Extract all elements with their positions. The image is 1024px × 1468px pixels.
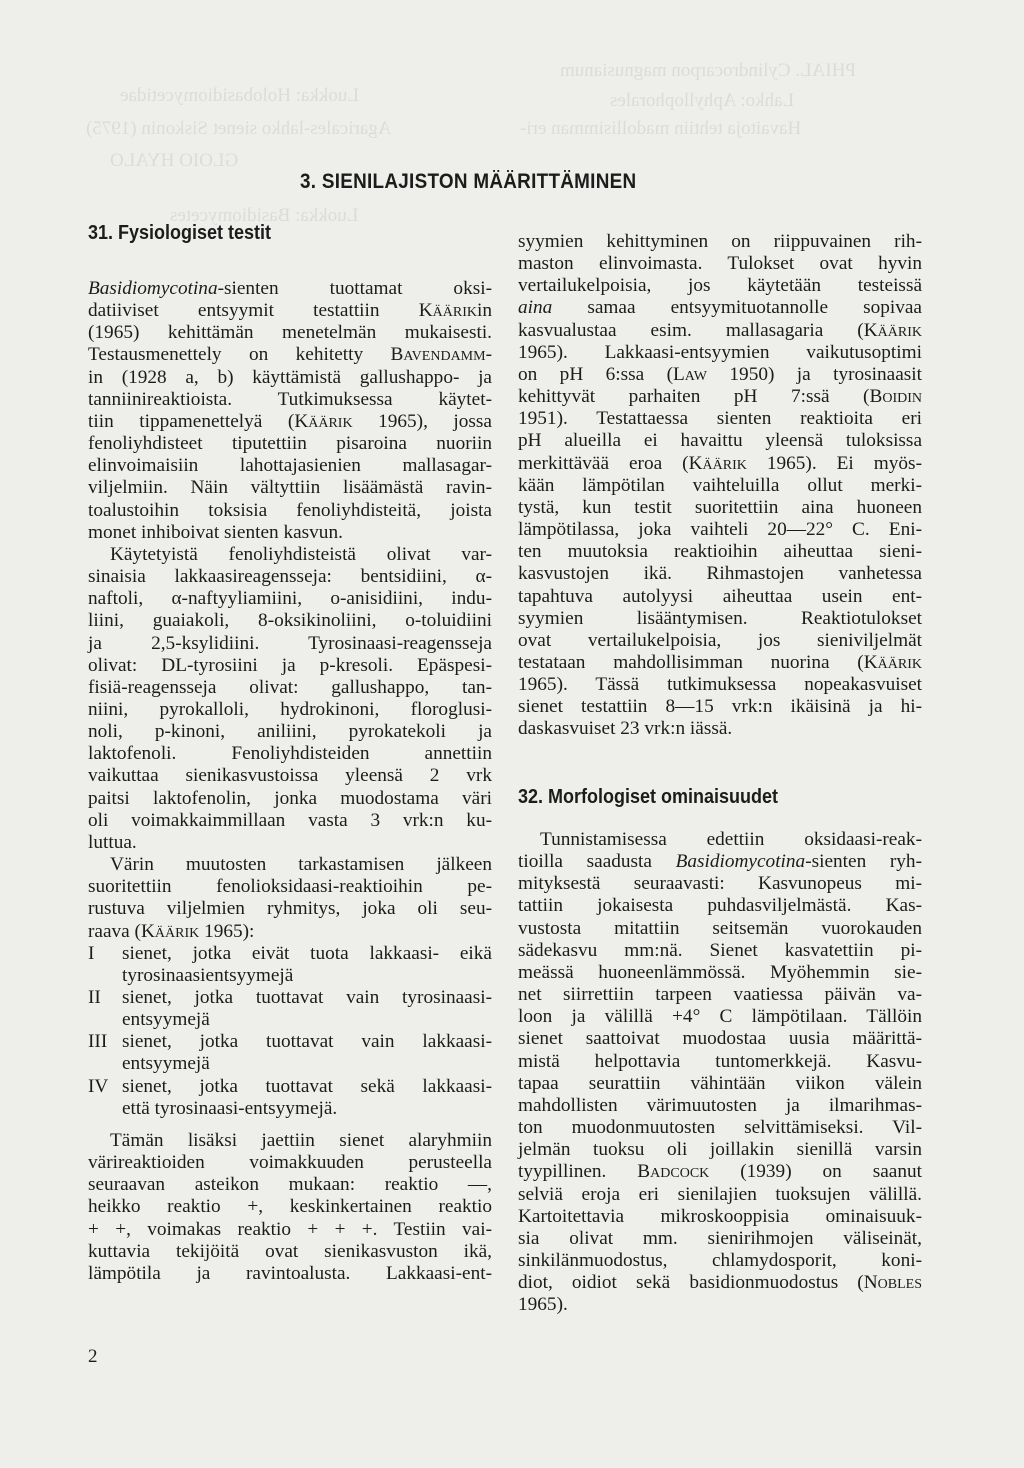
text-line: fenoliyhdisteet tiputettiin pisaroina nuoriin (88, 433, 492, 455)
text-line: niini, pyrokalloli, hydrokinoni, floroglusi- (88, 698, 492, 720)
text-line: vertailukelpoisia, jos käytetään testeissä (518, 275, 922, 297)
text-line: entsyymejä (122, 1009, 210, 1031)
text-line: merkittävää eroa (Käärik 1965). Ei myös- (518, 452, 922, 474)
show-through-line: Havaitoja tehtiin madollisimman eri- (520, 118, 802, 139)
text-line: testataan mahdollisimman nuorina (Käärik (518, 651, 922, 673)
text-line: noli, p-kinoni, aniliini, pyrokatekoli ja (88, 721, 492, 743)
text-line: tapahtuva autolyysi aiheuttaa usein ent- (518, 585, 922, 607)
text-line: liini, guaiakoli, 8-oksikinoliini, o-toluidiini (88, 610, 492, 632)
text-line: kään lämpötilan vaihteluilla ollut merki- (518, 474, 922, 496)
text-line: ton muodonmuutosten selvittämiseksi. Vil- (518, 1117, 922, 1139)
chapter-title: 3. SIENILAJISTON MÄÄRITTÄMINEN (300, 170, 637, 193)
text-line: ja 2,5-ksylidiini. Tyrosinaasi-reagensseja (88, 632, 492, 654)
show-through-line: Luokka: Holobasidiomycetidae (120, 85, 360, 106)
text-line: sia olivat mm. sienirihmojen väliseinät, (518, 1227, 922, 1249)
text-line: maston elinvoimasta. Tulokset ovat hyvin (518, 253, 922, 275)
text-line: sienet, jotka tuottavat vain lakkaasi- (122, 1031, 492, 1053)
section-32-heading: 32. Morfologiset ominaisuudet (518, 786, 779, 808)
text-line: seuraavan asteikon mukaan: reaktio —, (88, 1174, 492, 1196)
paragraph-1 (88, 278, 492, 544)
text-line: diot, oidiot sekä basidionmuodostus (Nobles (518, 1272, 922, 1294)
text-line: viljelmiin. Näin vältyttiin lisäämästä ravin- (88, 477, 492, 499)
text-line: sienet, jotka tuottavat sekä lakkaasi- (122, 1075, 492, 1097)
text-line: 1965). Tässä tutkimuksessa nopeakasvuiset (518, 674, 922, 696)
text-line: mistä helpottavia tuntomerkkejä. Kasvu- (518, 1050, 922, 1072)
text-line: + +, voimakas reaktio + + +. Testiin vai- (88, 1218, 492, 1240)
text-line: lämpötilassa, joka vaihteli 20—22° C. Eni- (518, 519, 922, 541)
text-line: mityksestä seuraavasti: Kasvunopeus mi- (518, 873, 922, 895)
text-line: sinkilänmuodostus, chlamydosporit, koni- (518, 1249, 922, 1271)
text-line: pH alueilla ei havaittu yleensä tuloksissa (518, 430, 922, 452)
text-line: tapaa seurattiin vähintään viikon välein (518, 1072, 922, 1094)
text-line: naftoli, α-naftyyliamiini, o-anisidiini, indu- (88, 588, 492, 610)
text-line: selviä eroja eri sienilajien tuoksujen välillä. (518, 1183, 922, 1205)
text-line: in (1928 a, b) käyttämistä gallushappo- ja (88, 366, 492, 388)
text-line: ten muutoksia reaktioihin aiheuttaa sieni- (518, 541, 922, 563)
text-line: laktofenoli. Fenoliyhdisteiden annettiin (88, 743, 492, 765)
text-line: kehittyvät parhaiten pH 7:ssä (Boidin (518, 386, 922, 408)
text-line: Basidiomycotina-sienten tuottamat oksi- (88, 278, 492, 299)
text-line: sienet, jotka eivät tuota lakkaasi- eikä (122, 942, 492, 964)
text-line: 1951). Testattaessa sienten reaktioita eri (518, 408, 922, 430)
text-line: Testausmenettely on kehitetty Bavendamm- (88, 344, 492, 366)
show-through-line: Lahko: Aphyllophorales (610, 90, 795, 111)
text-line: aina samaa entsyymituotannolle sopivaa (518, 297, 922, 319)
list-item (88, 943, 492, 987)
list-item (88, 1076, 492, 1120)
text-line: rustuva viljelmien ryhmitys, joka oli seu- (88, 898, 492, 920)
text-line: tattiin jokaisesta puhdasviljelmästä. Kas- (518, 895, 922, 917)
group-list (88, 943, 492, 1120)
text-line: vaikuttaa sienikasvustoissa yleensä 2 vrk (88, 765, 492, 787)
text-line: tyrosinaasientsyymejä (122, 964, 294, 986)
show-through-line: Agaricales-lahko sienet Siskonin (1975) (86, 118, 392, 139)
text-line: datiiviset entsyymit testattiin Käärikin (88, 300, 492, 322)
paragraph-4 (88, 1130, 492, 1285)
text-line: raava (Käärik 1965): (88, 920, 255, 942)
text-line: paitsi laktofenolin, jonka muodostama väri (88, 787, 492, 809)
list-item (88, 1031, 492, 1075)
show-through-line: GLOIO HYALO (110, 150, 239, 171)
text-line: luttua. (88, 831, 137, 853)
text-line: ovat vertailukelpoisia, jos sieniviljelmät (518, 629, 922, 651)
text-line: oli voimakkaimmillaan vasta 3 vrk:n ku- (88, 809, 492, 831)
section-31-heading: 31. Fysiologiset testit (88, 222, 272, 244)
text-line: värireaktioiden voimakkuuden perusteella (88, 1152, 492, 1174)
text-line: tystä, kun testit suoritettiin aina huoneen (518, 496, 922, 518)
text-line: sinaisia lakkaasireagensseja: bentsidiini, α- (88, 566, 492, 588)
left-column (88, 278, 492, 1285)
group-number: III (88, 1031, 108, 1053)
text-line: kasvustojen ikä. Rihmastojen vanhetessa (518, 563, 922, 585)
section-32-body (518, 829, 922, 1316)
list-item (88, 987, 492, 1031)
show-through-line: PHIAL. Cylindrocarpon magnusianum (560, 60, 857, 81)
text-line: Kartoitettavia mikroskooppisia ominaisuuk- (518, 1205, 922, 1227)
text-line: daskasvuiset 23 vrk:n iässä. (518, 718, 733, 740)
text-line: toalustoihin toksisia fenoliyhdisteitä, joista (88, 499, 492, 521)
text-line: lämpötila ja ravintoalusta. Lakkaasi-ent- (88, 1262, 492, 1284)
text-line: elinvoimaisiin lahottajasienien mallasagar- (88, 455, 492, 477)
text-line: jelmän tuoksu oli joillakin sienillä varsin (518, 1139, 922, 1161)
text-line: kuttavia tekijöitä ovat sienikasvuston ikä, (88, 1240, 492, 1262)
text-line: on pH 6:ssa (Law 1950) ja tyrosinaasit (518, 363, 922, 385)
text-line: sädekasvu mm:nä. Sienet kasvatettiin pi- (518, 939, 922, 961)
text-line: kasvualustaa esim. mallasagaria (Käärik (518, 319, 922, 341)
text-line: Värin muutosten tarkastamisen jälkeen (110, 854, 492, 876)
text-line: syymien kehittyminen on riippuvainen rih- (518, 231, 922, 252)
taxon-name: Basidiomycotina (88, 278, 218, 299)
text-line: tiin tippamenettelyä (Käärik 1965), jossa (88, 410, 492, 432)
show-through-line: Luokka: Basidiomycetes (170, 205, 359, 226)
text-line: meässä huoneenlämmössä. Myöhemmin sie- (518, 961, 922, 983)
text-line: tioilla saadusta Basidiomycotina-sienten ryh- (518, 851, 922, 873)
text-line: sienet, jotka tuottavat vain tyrosinaasi- (122, 987, 492, 1008)
text-line: että tyrosinaasi-entsyymejä. (122, 1097, 338, 1119)
text-line: monet inhiboivat sienten kasvun. (88, 521, 343, 543)
page-number: 2 (88, 1346, 98, 1367)
text-line: sienet testattiin 8—15 vrk:n ikäisinä ja hi- (518, 696, 922, 718)
right-column (518, 231, 922, 741)
group-number: II (88, 987, 101, 1008)
show-through-text (0, 0, 1024, 230)
text-line: loon ja välillä +4° C lämpötilaan. Tällöin (518, 1006, 922, 1028)
text-line: Tunnistamisessa edettiin oksidaasi-reak- (540, 829, 922, 850)
text-line: tanniinireaktioista. Tutkimuksessa käytet- (88, 388, 492, 410)
text-line: fisiä-reagensseja olivat: gallushappo, tan- (88, 676, 492, 698)
text-line: (1965) kehittämän menetelmän mukaisesti. (88, 322, 492, 344)
text-line: 1965). Lakkaasi-entsyymien vaikutusoptimi (518, 341, 922, 363)
text-line: tyypillinen. Badcock (1939) on saanut (518, 1161, 923, 1183)
text-line: syymien lisääntymisen. Reaktiotulokset (518, 607, 922, 629)
text-line: entsyymejä (122, 1053, 210, 1075)
text-line: mahdollisten värimuutosten ja ilmarihmas- (518, 1094, 922, 1116)
text-line: Tämän lisäksi jaettiin sienet alaryhmiin (110, 1129, 492, 1151)
text-line: net siirrettiin tarpeen vaatiessa päivän va- (518, 984, 922, 1006)
text-line: olivat: DL-tyrosiini ja p-kresoli. Epäspesi- (88, 654, 492, 676)
text-line: suoritettiin fenolioksidaasi-reaktioihin pe- (88, 876, 492, 898)
text-line: Käytetyistä fenoliyhdisteistä olivat var- (110, 543, 492, 565)
group-number: I (88, 942, 95, 964)
paragraph-2 (88, 544, 492, 854)
paragraph-3 (88, 854, 492, 943)
text-line: vustosta mitattiin seitsemän vuorokauden (518, 917, 922, 939)
text-line: 1965). (518, 1294, 568, 1316)
text-line: heikko reaktio +, keskinkertainen reaktio (88, 1196, 492, 1218)
text-line: sienet saattoivat muodostaa uusia määrittä- (518, 1028, 922, 1050)
group-number: IV (88, 1075, 109, 1097)
